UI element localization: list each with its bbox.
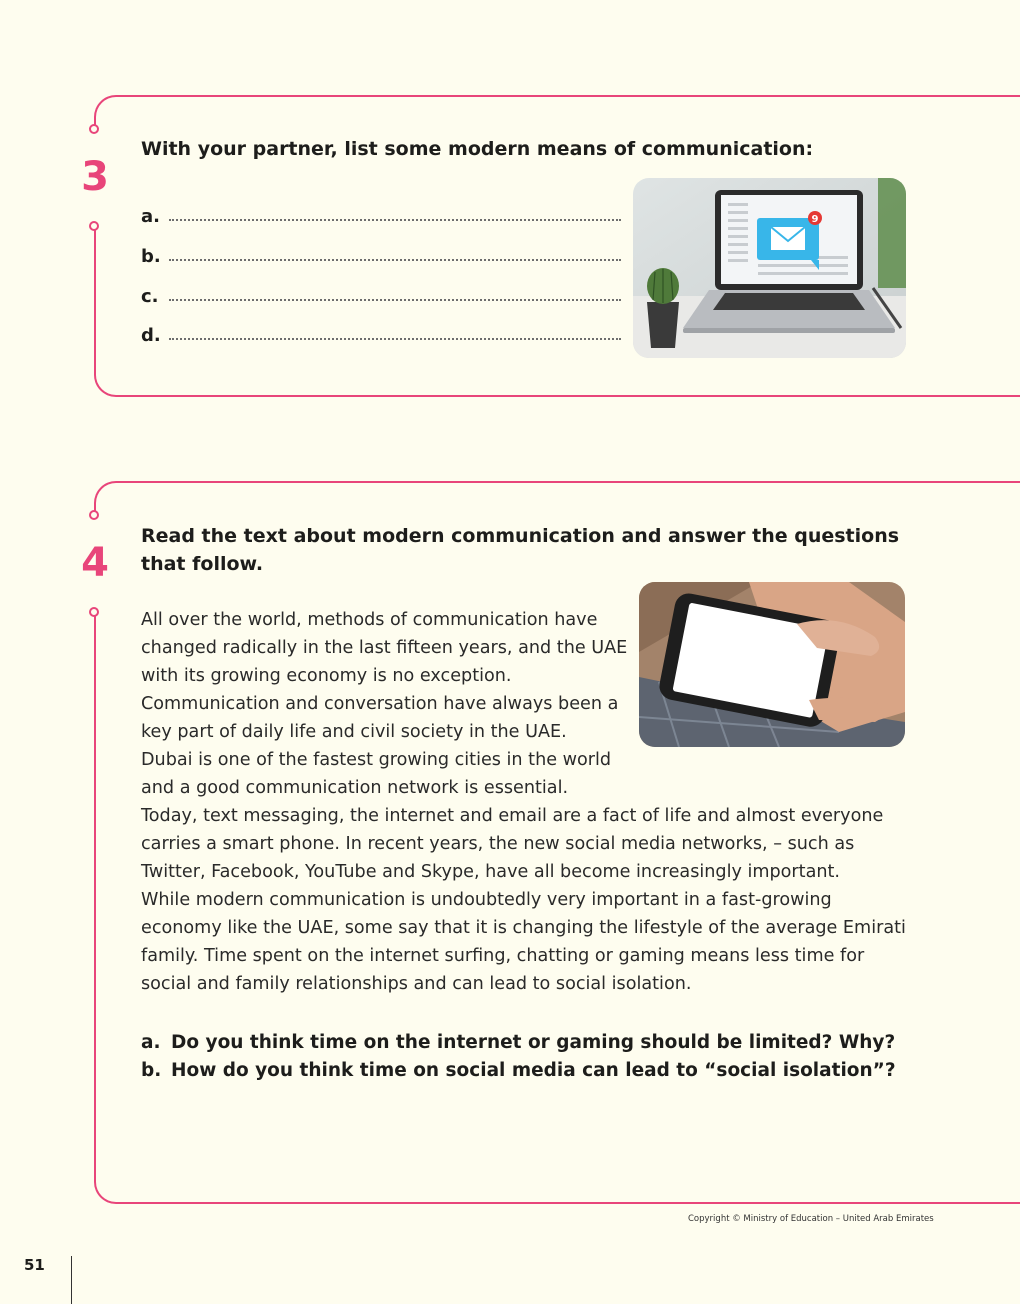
passage-line: All over the world, methods of communication have [141,610,598,630]
answer-line-c[interactable] [141,285,621,307]
question-letter: b. [141,1060,162,1081]
page-number: 51 [24,1256,45,1274]
answer-line-d[interactable] [141,324,621,346]
question-text: How do you think time on social media can lead to “social isolation”? [171,1060,896,1081]
dotted-answer-field[interactable] [169,334,621,340]
question-a [141,1029,895,1057]
passage-line: key part of daily life and civil society in the UAE. [141,722,567,742]
page-number-divider [71,1256,72,1304]
section-number: 3 [81,154,109,200]
answer-letter: a. [141,206,160,227]
question-letter: a. [141,1032,161,1053]
passage-line: with its growing economy is no exception. [141,666,512,686]
passage-line: social and family relationships and can lead to social isolation. [141,974,692,994]
passage-line: While modern communication is undoubtedly very important in a fast-growing [141,890,832,910]
reading-passage [141,606,906,998]
section-3-heading: With your partner, list some modern means of communication: [141,138,814,160]
passage-line: Twitter, Facebook, YouTube and Skype, have all become increasingly important. [141,862,840,882]
passage-line: changed radically in the last fifteen years, and the UAE [141,638,628,658]
copyright-notice: Copyright © Ministry of Education – United Arab Emirates [688,1214,934,1224]
heading-line: that follow. [141,553,264,575]
laptop-email-photo [633,178,906,358]
frame-knot [89,221,99,231]
heading-line: Read the text about modern communication and answer the questions [141,525,900,547]
passage-line: Dubai is one of the fastest growing cities in the world [141,750,612,770]
section-4-heading [141,522,899,578]
frame-knot [89,510,99,520]
frame-knot [89,607,99,617]
answer-letter: b. [141,246,161,267]
passage-line: Today, text messaging, the internet and email are a fact of life and almost everyone [141,806,884,826]
answer-letter: c. [141,286,159,307]
frame-knot [89,124,99,134]
passage-line: economy like the UAE, some say that it is changing the lifestyle of the average Emirati [141,918,906,938]
question-b [141,1057,896,1085]
passage-line: family. Time spent on the internet surfing, chatting or gaming means less time for [141,946,865,966]
laptop-email-icon [633,178,906,358]
passage-line: Communication and conversation have always been a [141,694,619,714]
dotted-answer-field[interactable] [169,295,621,301]
question-text: Do you think time on the internet or gaming should be limited? Why? [171,1032,896,1053]
answer-line-a[interactable] [141,205,621,227]
answer-letter: d. [141,325,161,346]
dotted-answer-field[interactable] [169,215,621,221]
section-number: 4 [81,540,109,586]
passage-line: carries a smart phone. In recent years, the new social media networks, – such as [141,834,855,854]
passage-line: and a good communication network is essential. [141,778,569,798]
notification-badge: 9 [811,214,819,225]
answer-line-b[interactable] [141,245,621,267]
dotted-answer-field[interactable] [169,255,621,261]
